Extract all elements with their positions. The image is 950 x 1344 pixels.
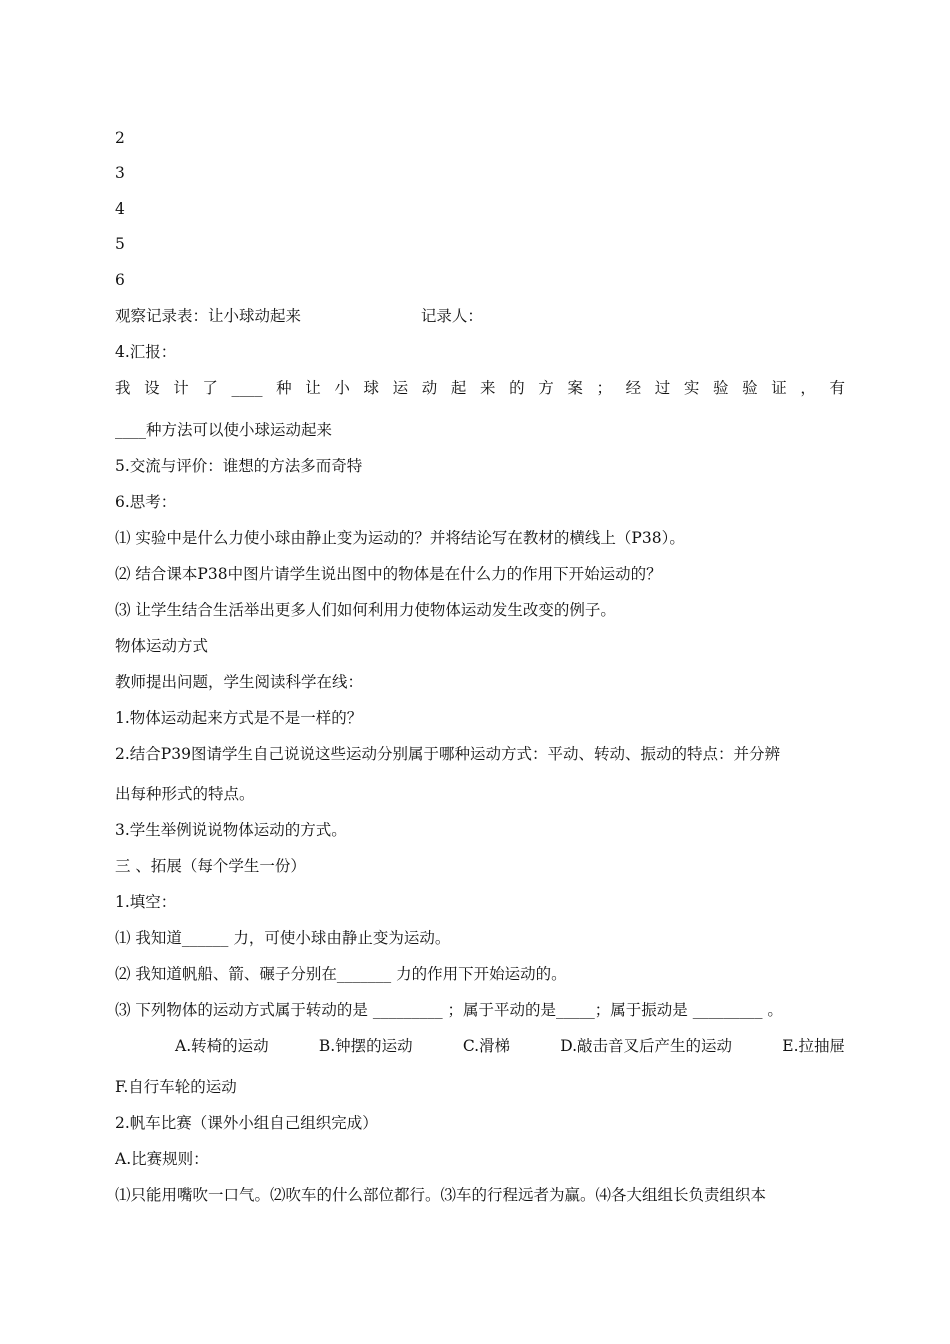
option-f: F.自行车轮的运动 [115, 1078, 237, 1096]
think-question-2: ⑵ 结合课本P38中图片请学生说出图中的物体是在什么力的作用下开始运动的？ [115, 565, 662, 583]
motion-question-2a: 2.结合P39图请学生自己说说这些运动分别属于哪种运动方式：平动、转动、振动的特点：并分辨 [115, 745, 780, 763]
report-char: 验 [712, 379, 729, 397]
fill-heading: 1.填空： [115, 893, 177, 911]
rules-text: ⑴只能用嘴吹一口气。⑵吹车的什么部位都行。⑶车的行程远者为赢。⑷各大组组长负责组织本 [115, 1186, 767, 1204]
think-question-1: ⑴ 实验中是什么力使小球由静止变为运动的？并将结论写在教材的横线上（P38）。 [115, 529, 685, 547]
report-char: 起 [450, 379, 467, 397]
report-sentence-line1 [115, 378, 845, 398]
line-number-5: 5 [115, 235, 125, 253]
report-char: ____ [231, 379, 263, 397]
report-char: 有 [829, 379, 845, 397]
report-char: 来 [479, 379, 496, 397]
report-char: 验 [742, 379, 758, 397]
option-b: B.钟摆的运动 [318, 1037, 413, 1055]
motion-question-3: 3.学生举例说说物体运动的方式。 [115, 821, 347, 839]
think-question-3: ⑶ 让学生结合生活举出更多人们如何利用力使物体运动发生改变的例子。 [115, 601, 616, 619]
option-e: E.拉抽屉 [782, 1037, 845, 1055]
report-char: 过 [654, 379, 671, 397]
record-table-title: 观察记录表：让小球动起来 [115, 307, 302, 325]
line-number-2: 2 [115, 129, 125, 147]
report-char: 计 [173, 379, 189, 397]
report-char: 案 [567, 379, 583, 397]
race-heading: 2.帆车比赛（课外小组自己组织完成） [115, 1114, 378, 1132]
recorder-label: 记录人： [420, 307, 483, 325]
option-d: D.敲击音叉后产生的运动 [560, 1037, 733, 1055]
record-table-line [115, 306, 845, 326]
motion-question-2b: 出每种形式的特点。 [115, 785, 255, 803]
motion-heading: 物体运动方式 [115, 637, 209, 655]
fill-question-1: ⑴ 我知道______ 力，可使小球由静止变为运动。 [115, 929, 451, 947]
report-char: 我 [115, 379, 131, 397]
teacher-prompt: 教师提出问题，学生阅读科学在线： [115, 673, 364, 691]
report-heading: 4.汇报： [115, 343, 177, 361]
report-char: 实 [683, 379, 700, 397]
line-number-6: 6 [115, 271, 125, 289]
exchange-evaluation: 5.交流与评价：谁想的方法多而奇特 [115, 457, 363, 475]
report-char: 小 [334, 379, 350, 397]
options-row [175, 1036, 845, 1056]
report-char: 动 [421, 379, 438, 397]
fill-question-2: ⑵ 我知道帆船、箭、碾子分别在_______ 力的作用下开始运动的。 [115, 965, 567, 983]
report-char: 运 [392, 379, 409, 397]
fill-question-3: ⑶ 下列物体的运动方式属于转动的是 _________ ；属于平动的是_____；属于振动是 _________ 。 [115, 1001, 783, 1019]
line-number-3: 3 [115, 164, 125, 182]
option-a: A.转椅的运动 [175, 1037, 269, 1055]
report-char: 球 [363, 379, 379, 397]
report-char: 让 [305, 379, 321, 397]
report-char: 了 [202, 379, 218, 397]
report-sentence-line2: ____种方法可以使小球运动起来 [115, 421, 333, 439]
report-char: 方 [538, 379, 554, 397]
report-char: 的 [509, 379, 525, 397]
motion-question-1: 1.物体运动起来方式是不是一样的？ [115, 709, 363, 727]
report-char: ， [800, 379, 816, 397]
think-heading: 6.思考： [115, 493, 177, 511]
report-char: ； [596, 379, 612, 397]
line-number-4: 4 [115, 200, 125, 218]
report-char: 种 [276, 379, 292, 397]
rules-heading: A.比赛规则： [115, 1150, 209, 1168]
report-char: 经 [625, 379, 642, 397]
report-char: 设 [144, 379, 160, 397]
extension-heading: 三 、拓展（每个学生一份） [115, 857, 306, 875]
report-char: 证 [771, 379, 787, 397]
option-c: C.滑梯 [462, 1037, 511, 1055]
